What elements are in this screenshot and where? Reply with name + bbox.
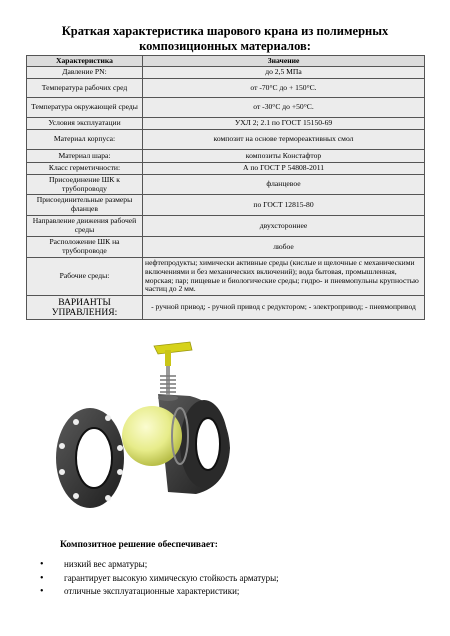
row-name: ВАРИАНТЫ УПРАВЛЕНИЯ:: [27, 296, 143, 320]
row-name: Расположение ШК на трубопроводе: [27, 237, 143, 258]
table-row: [27, 130, 425, 150]
row-value: фланцевое: [143, 175, 425, 195]
table-row: [27, 237, 425, 258]
row-value: любое: [143, 237, 425, 258]
row-value: - ручной привод; - ручной привод с редуктором; - электропривод; - пневмопривод: [143, 296, 425, 320]
handle: [154, 342, 192, 366]
list-item: • гарантирует высокую химическую стойкость арматуры;: [40, 572, 279, 586]
row-value: нефтепродукты; химически активные среды (кислые и щелочные с механическими включениями и без механических включений); вода бытовая, промышленная, морская; пар; пищевые и биологические среды; гидро- и пневмопульны крупностью частиц до 2 мм.: [143, 258, 425, 296]
table-row: [27, 195, 425, 216]
row-value: от -30°C до +50°C.: [143, 98, 425, 118]
row-value: до 2,5 МПа: [143, 67, 425, 79]
benefits-title: Композитное решение обеспечивает:: [60, 540, 218, 550]
row-name: Материал шара:: [27, 150, 143, 163]
row-name: Температура окружающей среды: [27, 98, 143, 118]
left-flange: [56, 408, 124, 508]
row-value: композит на основе термореактивных смол: [143, 130, 425, 150]
table-row: [27, 150, 425, 163]
table-row: [27, 175, 425, 195]
row-value: А по ГОСТ Р 54808-2011: [143, 163, 425, 175]
row-value: двухстороннее: [143, 216, 425, 237]
row-name: Материал корпуса:: [27, 130, 143, 150]
header-characteristic: Характеристика: [27, 56, 143, 67]
row-name: Класс герметичности:: [27, 163, 143, 175]
list-item: • низкий вес арматуры;: [40, 558, 279, 572]
table-header-row: [27, 56, 425, 67]
table-row: [27, 67, 425, 79]
row-name: Условия эксплуатации: [27, 118, 143, 130]
table-row: [27, 118, 425, 130]
row-name: Присоединение ШК к трубопроводу: [27, 175, 143, 195]
row-name: Давление PN:: [27, 67, 143, 79]
row-name: Температура рабочих сред: [27, 79, 143, 98]
row-value: композиты Констафтор: [143, 150, 425, 163]
row-value: УХЛ 2; 2.1 по ГОСТ 15150-69: [143, 118, 425, 130]
list-item: • отличные эксплуатационные характеристики;: [40, 585, 279, 599]
table-row: [27, 98, 425, 118]
table-row: [27, 163, 425, 175]
row-name: Присоединительные размеры фланцев: [27, 195, 143, 216]
row-value: по ГОСТ 12815-80: [143, 195, 425, 216]
header-value: Значение: [143, 56, 425, 67]
document-title: Краткая характеристика шарового крана из полимерных композиционных материалов:: [61, 24, 389, 53]
table-row: [27, 296, 425, 320]
benefits-list: [40, 558, 279, 599]
row-name: Рабочие среды:: [27, 258, 143, 296]
ball-valve-illustration: [40, 336, 240, 516]
table-row: [27, 79, 425, 98]
row-name: Направление движения рабочей среды: [27, 216, 143, 237]
table-row: [27, 216, 425, 237]
table-row: [27, 258, 425, 296]
row-value: от -70°C до + 150°C.: [143, 79, 425, 98]
spec-table: [26, 55, 425, 320]
